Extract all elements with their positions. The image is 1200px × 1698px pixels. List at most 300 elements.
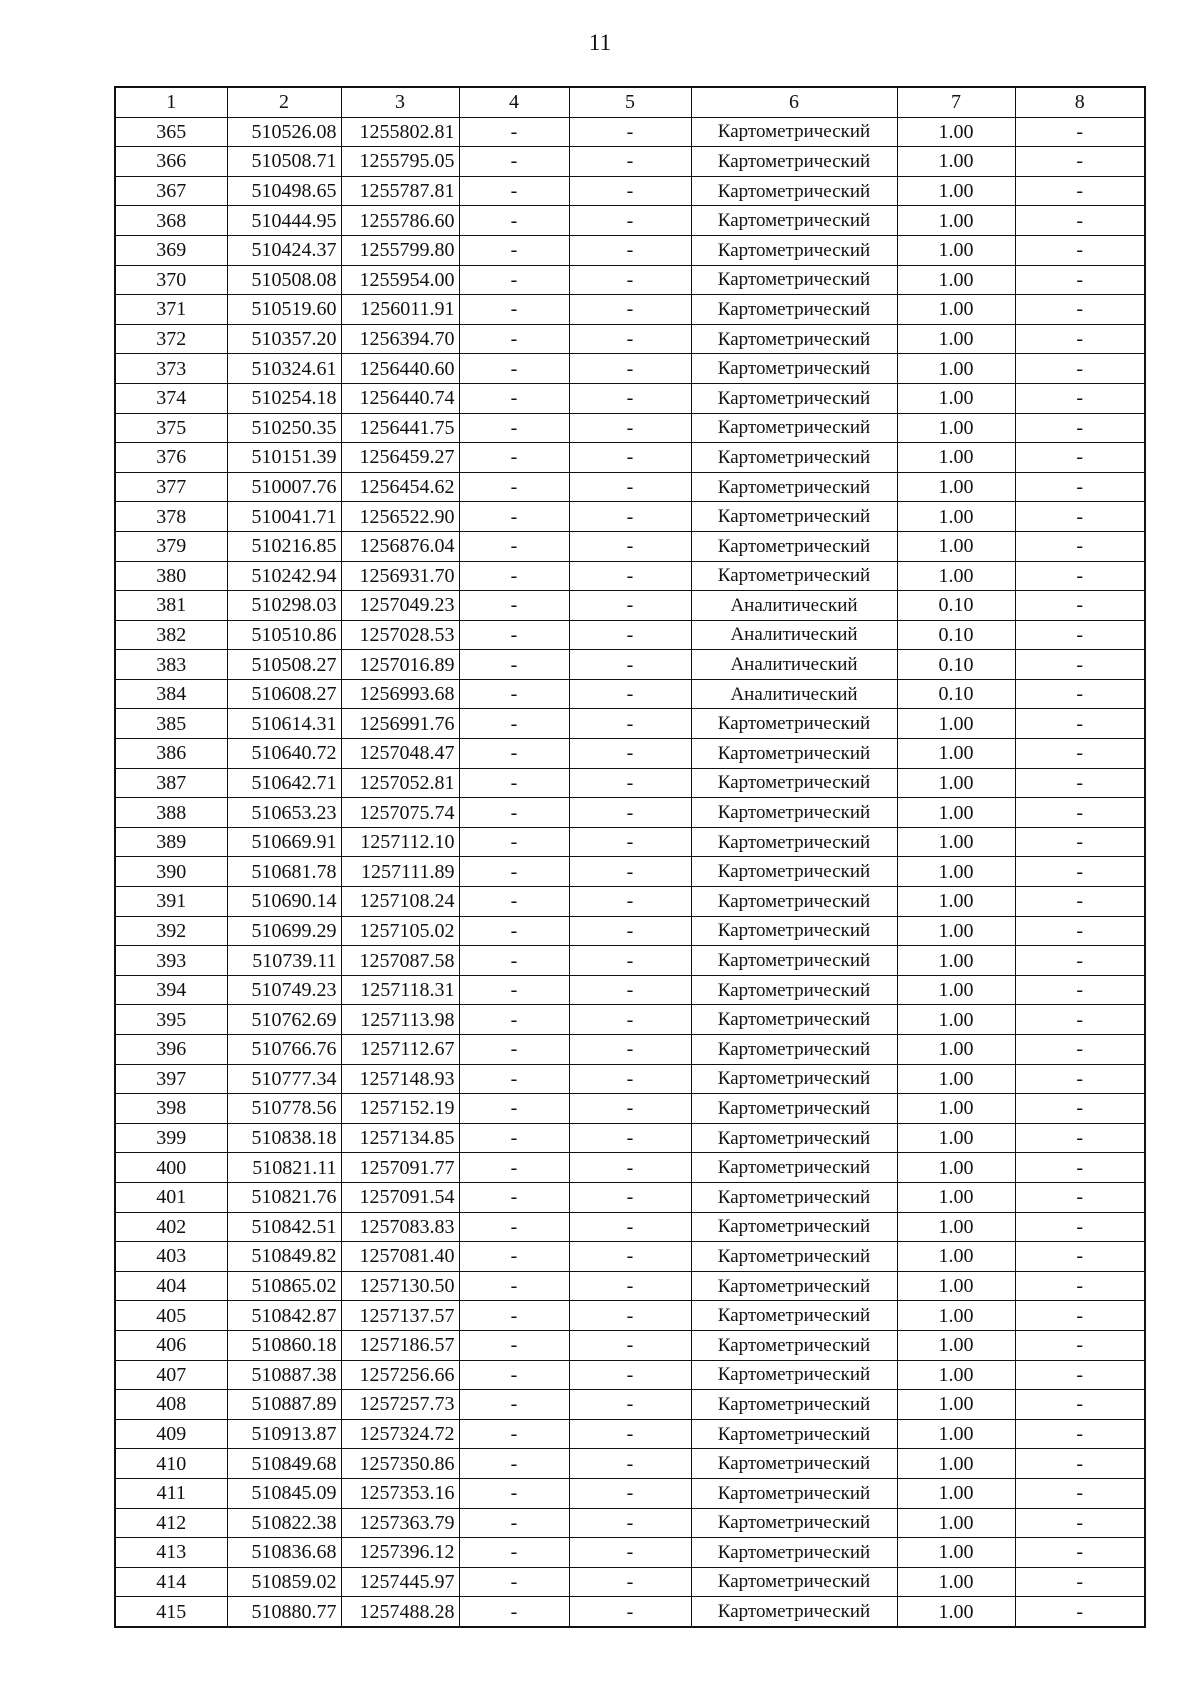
- column-4-value-cell: -: [459, 472, 569, 502]
- column-4-value-cell: -: [459, 1242, 569, 1272]
- table-row: [115, 502, 1145, 532]
- method-cell: Картометрический: [691, 265, 897, 295]
- column-8-value-cell: -: [1015, 117, 1145, 147]
- point-number-cell: 396: [115, 1035, 227, 1065]
- accuracy-cell: 1.00: [897, 502, 1015, 532]
- coordinate-y-cell: 1257137.57: [341, 1301, 459, 1331]
- column-5-value-cell: -: [569, 709, 691, 739]
- column-4-value-cell: -: [459, 1153, 569, 1183]
- point-number-cell: 379: [115, 531, 227, 561]
- column-8-value-cell: -: [1015, 1182, 1145, 1212]
- point-number-cell: 370: [115, 265, 227, 295]
- point-number-cell: 397: [115, 1064, 227, 1094]
- column-8-value-cell: -: [1015, 1242, 1145, 1272]
- table-row: [115, 206, 1145, 236]
- coordinate-y-cell: 1255799.80: [341, 235, 459, 265]
- table-row: [115, 1153, 1145, 1183]
- column-4-value-cell: -: [459, 798, 569, 828]
- coordinate-y-cell: 1257363.79: [341, 1508, 459, 1538]
- table-row: [115, 383, 1145, 413]
- accuracy-cell: 1.00: [897, 443, 1015, 473]
- coordinate-x-cell: 510880.77: [227, 1597, 341, 1627]
- column-4-value-cell: -: [459, 1478, 569, 1508]
- coordinate-y-cell: 1257134.85: [341, 1123, 459, 1153]
- accuracy-cell: 1.00: [897, 1035, 1015, 1065]
- header-row: [115, 87, 1145, 117]
- accuracy-cell: 1.00: [897, 176, 1015, 206]
- point-number-cell: 403: [115, 1242, 227, 1272]
- column-5-value-cell: -: [569, 531, 691, 561]
- table-row: [115, 1301, 1145, 1331]
- accuracy-cell: 0.10: [897, 650, 1015, 680]
- point-number-cell: 414: [115, 1567, 227, 1597]
- column-8-value-cell: -: [1015, 295, 1145, 325]
- table-row: [115, 1182, 1145, 1212]
- method-cell: Картометрический: [691, 739, 897, 769]
- column-5-value-cell: -: [569, 1271, 691, 1301]
- point-number-cell: 386: [115, 739, 227, 769]
- table-row: [115, 1271, 1145, 1301]
- coordinate-y-cell: 1257118.31: [341, 975, 459, 1005]
- accuracy-cell: 0.10: [897, 591, 1015, 621]
- column-8-value-cell: -: [1015, 946, 1145, 976]
- coordinate-y-cell: 1255787.81: [341, 176, 459, 206]
- column-5-value-cell: -: [569, 443, 691, 473]
- table-row: [115, 591, 1145, 621]
- method-cell: Картометрический: [691, 1390, 897, 1420]
- accuracy-cell: 1.00: [897, 1064, 1015, 1094]
- method-cell: Аналитический: [691, 620, 897, 650]
- column-4-value-cell: -: [459, 1390, 569, 1420]
- point-number-cell: 407: [115, 1360, 227, 1390]
- column-8-value-cell: -: [1015, 1271, 1145, 1301]
- column-4-value-cell: -: [459, 443, 569, 473]
- table-row: [115, 531, 1145, 561]
- method-cell: Картометрический: [691, 798, 897, 828]
- coordinate-x-cell: 510519.60: [227, 295, 341, 325]
- table-row: [115, 265, 1145, 295]
- accuracy-cell: 1.00: [897, 1271, 1015, 1301]
- column-8-value-cell: -: [1015, 591, 1145, 621]
- coordinate-y-cell: 1256440.60: [341, 354, 459, 384]
- coordinate-y-cell: 1256522.90: [341, 502, 459, 532]
- accuracy-cell: 1.00: [897, 1449, 1015, 1479]
- column-4-value-cell: -: [459, 1419, 569, 1449]
- column-8-value-cell: -: [1015, 650, 1145, 680]
- method-cell: Картометрический: [691, 295, 897, 325]
- coordinate-x-cell: 510859.02: [227, 1567, 341, 1597]
- table-row: [115, 354, 1145, 384]
- coordinate-x-cell: 510822.38: [227, 1508, 341, 1538]
- column-8-value-cell: -: [1015, 1035, 1145, 1065]
- table-row: [115, 1123, 1145, 1153]
- column-5-value-cell: -: [569, 739, 691, 769]
- coordinate-y-cell: 1257028.53: [341, 620, 459, 650]
- column-4-value-cell: -: [459, 1538, 569, 1568]
- method-cell: Картометрический: [691, 1567, 897, 1597]
- coordinate-y-cell: 1256931.70: [341, 561, 459, 591]
- column-5-value-cell: -: [569, 1449, 691, 1479]
- column-header-8: 8: [1015, 87, 1145, 117]
- method-cell: Картометрический: [691, 768, 897, 798]
- column-4-value-cell: -: [459, 561, 569, 591]
- column-5-value-cell: -: [569, 1035, 691, 1065]
- method-cell: Картометрический: [691, 946, 897, 976]
- point-number-cell: 377: [115, 472, 227, 502]
- table-row: [115, 975, 1145, 1005]
- table-row: [115, 117, 1145, 147]
- method-cell: Аналитический: [691, 679, 897, 709]
- coordinate-y-cell: 1257105.02: [341, 916, 459, 946]
- column-8-value-cell: -: [1015, 916, 1145, 946]
- column-8-value-cell: -: [1015, 1360, 1145, 1390]
- coordinate-x-cell: 510821.11: [227, 1153, 341, 1183]
- table-row: [115, 561, 1145, 591]
- table-row: [115, 739, 1145, 769]
- column-5-value-cell: -: [569, 1153, 691, 1183]
- table-row: [115, 413, 1145, 443]
- column-4-value-cell: -: [459, 531, 569, 561]
- column-4-value-cell: -: [459, 1035, 569, 1065]
- column-8-value-cell: -: [1015, 1597, 1145, 1627]
- column-8-value-cell: -: [1015, 827, 1145, 857]
- point-number-cell: 373: [115, 354, 227, 384]
- table-row: [115, 1360, 1145, 1390]
- accuracy-cell: 1.00: [897, 1478, 1015, 1508]
- column-4-value-cell: -: [459, 650, 569, 680]
- coordinate-y-cell: 1255802.81: [341, 117, 459, 147]
- column-5-value-cell: -: [569, 1330, 691, 1360]
- method-cell: Картометрический: [691, 1478, 897, 1508]
- accuracy-cell: 1.00: [897, 798, 1015, 828]
- column-4-value-cell: -: [459, 827, 569, 857]
- accuracy-cell: 1.00: [897, 857, 1015, 887]
- coordinate-y-cell: 1257016.89: [341, 650, 459, 680]
- table-row: [115, 1419, 1145, 1449]
- point-number-cell: 390: [115, 857, 227, 887]
- coordinate-x-cell: 510766.76: [227, 1035, 341, 1065]
- point-number-cell: 392: [115, 916, 227, 946]
- point-number-cell: 381: [115, 591, 227, 621]
- coordinate-y-cell: 1257353.16: [341, 1478, 459, 1508]
- column-8-value-cell: -: [1015, 620, 1145, 650]
- method-cell: Картометрический: [691, 827, 897, 857]
- table-row: [115, 472, 1145, 502]
- point-number-cell: 376: [115, 443, 227, 473]
- column-4-value-cell: -: [459, 117, 569, 147]
- point-number-cell: 404: [115, 1271, 227, 1301]
- coordinate-x-cell: 510860.18: [227, 1330, 341, 1360]
- coordinate-x-cell: 510845.09: [227, 1478, 341, 1508]
- point-number-cell: 375: [115, 413, 227, 443]
- column-5-value-cell: -: [569, 857, 691, 887]
- method-cell: Картометрический: [691, 857, 897, 887]
- column-5-value-cell: -: [569, 1360, 691, 1390]
- column-5-value-cell: -: [569, 1094, 691, 1124]
- column-4-value-cell: -: [459, 265, 569, 295]
- method-cell: Картометрический: [691, 1153, 897, 1183]
- table-row: [115, 443, 1145, 473]
- column-8-value-cell: -: [1015, 265, 1145, 295]
- table-row: [115, 827, 1145, 857]
- method-cell: Картометрический: [691, 354, 897, 384]
- method-cell: Картометрический: [691, 1242, 897, 1272]
- column-4-value-cell: -: [459, 235, 569, 265]
- method-cell: Картометрический: [691, 147, 897, 177]
- column-8-value-cell: -: [1015, 1212, 1145, 1242]
- column-header-5: 5: [569, 87, 691, 117]
- accuracy-cell: 1.00: [897, 295, 1015, 325]
- table-row: [115, 235, 1145, 265]
- method-cell: Картометрический: [691, 176, 897, 206]
- coordinate-x-cell: 510424.37: [227, 235, 341, 265]
- method-cell: Картометрический: [691, 1597, 897, 1627]
- coordinate-y-cell: 1257256.66: [341, 1360, 459, 1390]
- point-number-cell: 367: [115, 176, 227, 206]
- table-header: [115, 87, 1145, 117]
- column-5-value-cell: -: [569, 1212, 691, 1242]
- point-number-cell: 410: [115, 1449, 227, 1479]
- column-5-value-cell: -: [569, 827, 691, 857]
- coordinate-y-cell: 1257111.89: [341, 857, 459, 887]
- column-5-value-cell: -: [569, 1182, 691, 1212]
- coordinate-y-cell: 1255954.00: [341, 265, 459, 295]
- column-5-value-cell: -: [569, 620, 691, 650]
- coordinate-x-cell: 510699.29: [227, 916, 341, 946]
- coordinate-x-cell: 510865.02: [227, 1271, 341, 1301]
- method-cell: Картометрический: [691, 1330, 897, 1360]
- method-cell: Картометрический: [691, 413, 897, 443]
- column-4-value-cell: -: [459, 383, 569, 413]
- accuracy-cell: 1.00: [897, 1094, 1015, 1124]
- column-5-value-cell: -: [569, 1064, 691, 1094]
- point-number-cell: 415: [115, 1597, 227, 1627]
- table-row: [115, 916, 1145, 946]
- coordinate-x-cell: 510838.18: [227, 1123, 341, 1153]
- accuracy-cell: 1.00: [897, 1597, 1015, 1627]
- page-number: 11: [588, 30, 612, 55]
- point-number-cell: 388: [115, 798, 227, 828]
- coordinate-x-cell: 510508.27: [227, 650, 341, 680]
- table-row: [115, 620, 1145, 650]
- column-4-value-cell: -: [459, 1508, 569, 1538]
- column-4-value-cell: -: [459, 1567, 569, 1597]
- coordinate-y-cell: 1257148.93: [341, 1064, 459, 1094]
- method-cell: Аналитический: [691, 591, 897, 621]
- point-number-cell: 393: [115, 946, 227, 976]
- point-number-cell: 405: [115, 1301, 227, 1331]
- method-cell: Картометрический: [691, 561, 897, 591]
- column-8-value-cell: -: [1015, 975, 1145, 1005]
- column-8-value-cell: -: [1015, 176, 1145, 206]
- method-cell: Картометрический: [691, 1538, 897, 1568]
- column-8-value-cell: -: [1015, 206, 1145, 236]
- accuracy-cell: 1.00: [897, 561, 1015, 591]
- method-cell: Картометрический: [691, 1419, 897, 1449]
- coordinate-x-cell: 510640.72: [227, 739, 341, 769]
- column-4-value-cell: -: [459, 946, 569, 976]
- column-5-value-cell: -: [569, 295, 691, 325]
- column-5-value-cell: -: [569, 147, 691, 177]
- point-number-cell: 406: [115, 1330, 227, 1360]
- coordinate-x-cell: 510821.76: [227, 1182, 341, 1212]
- column-5-value-cell: -: [569, 1242, 691, 1272]
- column-4-value-cell: -: [459, 709, 569, 739]
- column-8-value-cell: -: [1015, 1567, 1145, 1597]
- accuracy-cell: 1.00: [897, 147, 1015, 177]
- accuracy-cell: 1.00: [897, 1360, 1015, 1390]
- column-5-value-cell: -: [569, 768, 691, 798]
- column-8-value-cell: -: [1015, 739, 1145, 769]
- column-8-value-cell: -: [1015, 1478, 1145, 1508]
- accuracy-cell: 1.00: [897, 1419, 1015, 1449]
- accuracy-cell: 1.00: [897, 709, 1015, 739]
- column-8-value-cell: -: [1015, 1064, 1145, 1094]
- coordinate-y-cell: 1257087.58: [341, 946, 459, 976]
- column-5-value-cell: -: [569, 1567, 691, 1597]
- coordinate-x-cell: 510250.35: [227, 413, 341, 443]
- coordinate-x-cell: 510842.87: [227, 1301, 341, 1331]
- coordinate-x-cell: 510498.65: [227, 176, 341, 206]
- column-4-value-cell: -: [459, 1182, 569, 1212]
- point-number-cell: 398: [115, 1094, 227, 1124]
- coordinate-x-cell: 510849.68: [227, 1449, 341, 1479]
- method-cell: Картометрический: [691, 1301, 897, 1331]
- column-5-value-cell: -: [569, 679, 691, 709]
- table-row: [115, 798, 1145, 828]
- coordinate-y-cell: 1256011.91: [341, 295, 459, 325]
- column-4-value-cell: -: [459, 975, 569, 1005]
- column-5-value-cell: -: [569, 502, 691, 532]
- column-5-value-cell: -: [569, 413, 691, 443]
- accuracy-cell: 1.00: [897, 768, 1015, 798]
- column-8-value-cell: -: [1015, 1538, 1145, 1568]
- method-cell: Картометрический: [691, 1123, 897, 1153]
- coordinate-y-cell: 1257152.19: [341, 1094, 459, 1124]
- column-5-value-cell: -: [569, 561, 691, 591]
- point-number-cell: 366: [115, 147, 227, 177]
- coordinate-x-cell: 510614.31: [227, 709, 341, 739]
- coordinate-x-cell: 510041.71: [227, 502, 341, 532]
- method-cell: Картометрический: [691, 975, 897, 1005]
- column-8-value-cell: -: [1015, 235, 1145, 265]
- column-4-value-cell: -: [459, 413, 569, 443]
- column-8-value-cell: -: [1015, 147, 1145, 177]
- coordinate-x-cell: 510357.20: [227, 324, 341, 354]
- column-4-value-cell: -: [459, 768, 569, 798]
- coordinate-x-cell: 510642.71: [227, 768, 341, 798]
- column-4-value-cell: -: [459, 1597, 569, 1627]
- column-5-value-cell: -: [569, 916, 691, 946]
- table-row: [115, 887, 1145, 917]
- accuracy-cell: 1.00: [897, 1567, 1015, 1597]
- column-5-value-cell: -: [569, 383, 691, 413]
- column-8-value-cell: -: [1015, 561, 1145, 591]
- coordinate-y-cell: 1256991.76: [341, 709, 459, 739]
- table-row: [115, 1094, 1145, 1124]
- coordinate-x-cell: 510007.76: [227, 472, 341, 502]
- accuracy-cell: 1.00: [897, 206, 1015, 236]
- point-number-cell: 400: [115, 1153, 227, 1183]
- column-4-value-cell: -: [459, 887, 569, 917]
- column-5-value-cell: -: [569, 176, 691, 206]
- method-cell: Картометрический: [691, 709, 897, 739]
- column-4-value-cell: -: [459, 206, 569, 236]
- method-cell: Картометрический: [691, 1449, 897, 1479]
- table-row: [115, 324, 1145, 354]
- coordinate-y-cell: 1255786.60: [341, 206, 459, 236]
- table-row: [115, 1242, 1145, 1272]
- method-cell: Картометрический: [691, 1064, 897, 1094]
- accuracy-cell: 1.00: [897, 1005, 1015, 1035]
- coordinate-y-cell: 1257350.86: [341, 1449, 459, 1479]
- column-8-value-cell: -: [1015, 443, 1145, 473]
- accuracy-cell: 1.00: [897, 383, 1015, 413]
- column-5-value-cell: -: [569, 1478, 691, 1508]
- coordinate-y-cell: 1256876.04: [341, 531, 459, 561]
- column-5-value-cell: -: [569, 650, 691, 680]
- table-row: [115, 679, 1145, 709]
- table-row: [115, 1035, 1145, 1065]
- column-8-value-cell: -: [1015, 1330, 1145, 1360]
- point-number-cell: 408: [115, 1390, 227, 1420]
- point-number-cell: 401: [115, 1182, 227, 1212]
- coordinate-x-cell: 510762.69: [227, 1005, 341, 1035]
- column-4-value-cell: -: [459, 857, 569, 887]
- column-8-value-cell: -: [1015, 1153, 1145, 1183]
- column-4-value-cell: -: [459, 1449, 569, 1479]
- coordinate-y-cell: 1256454.62: [341, 472, 459, 502]
- column-8-value-cell: -: [1015, 502, 1145, 532]
- coordinate-x-cell: 510216.85: [227, 531, 341, 561]
- column-4-value-cell: -: [459, 502, 569, 532]
- coordinate-y-cell: 1257186.57: [341, 1330, 459, 1360]
- accuracy-cell: 0.10: [897, 620, 1015, 650]
- column-5-value-cell: -: [569, 472, 691, 502]
- column-4-value-cell: -: [459, 295, 569, 325]
- coordinate-y-cell: 1257445.97: [341, 1567, 459, 1597]
- point-number-cell: 383: [115, 650, 227, 680]
- column-5-value-cell: -: [569, 1301, 691, 1331]
- accuracy-cell: 1.00: [897, 117, 1015, 147]
- coordinate-y-cell: 1257130.50: [341, 1271, 459, 1301]
- point-number-cell: 391: [115, 887, 227, 917]
- column-5-value-cell: -: [569, 206, 691, 236]
- coordinate-y-cell: 1257113.98: [341, 1005, 459, 1035]
- coordinate-x-cell: 510842.51: [227, 1212, 341, 1242]
- column-header-3: 3: [341, 87, 459, 117]
- column-4-value-cell: -: [459, 1094, 569, 1124]
- column-5-value-cell: -: [569, 1390, 691, 1420]
- coordinate-x-cell: 510887.89: [227, 1390, 341, 1420]
- column-5-value-cell: -: [569, 354, 691, 384]
- column-5-value-cell: -: [569, 265, 691, 295]
- coordinate-x-cell: 510444.95: [227, 206, 341, 236]
- table-row: [115, 709, 1145, 739]
- coordinate-x-cell: 510778.56: [227, 1094, 341, 1124]
- point-number-cell: 402: [115, 1212, 227, 1242]
- accuracy-cell: 1.00: [897, 265, 1015, 295]
- table-row: [115, 1005, 1145, 1035]
- coordinate-x-cell: 510749.23: [227, 975, 341, 1005]
- coordinate-y-cell: 1257048.47: [341, 739, 459, 769]
- coordinate-x-cell: 510151.39: [227, 443, 341, 473]
- column-header-7: 7: [897, 87, 1015, 117]
- point-number-cell: 382: [115, 620, 227, 650]
- coordinate-y-cell: 1256993.68: [341, 679, 459, 709]
- accuracy-cell: 1.00: [897, 1390, 1015, 1420]
- column-4-value-cell: -: [459, 147, 569, 177]
